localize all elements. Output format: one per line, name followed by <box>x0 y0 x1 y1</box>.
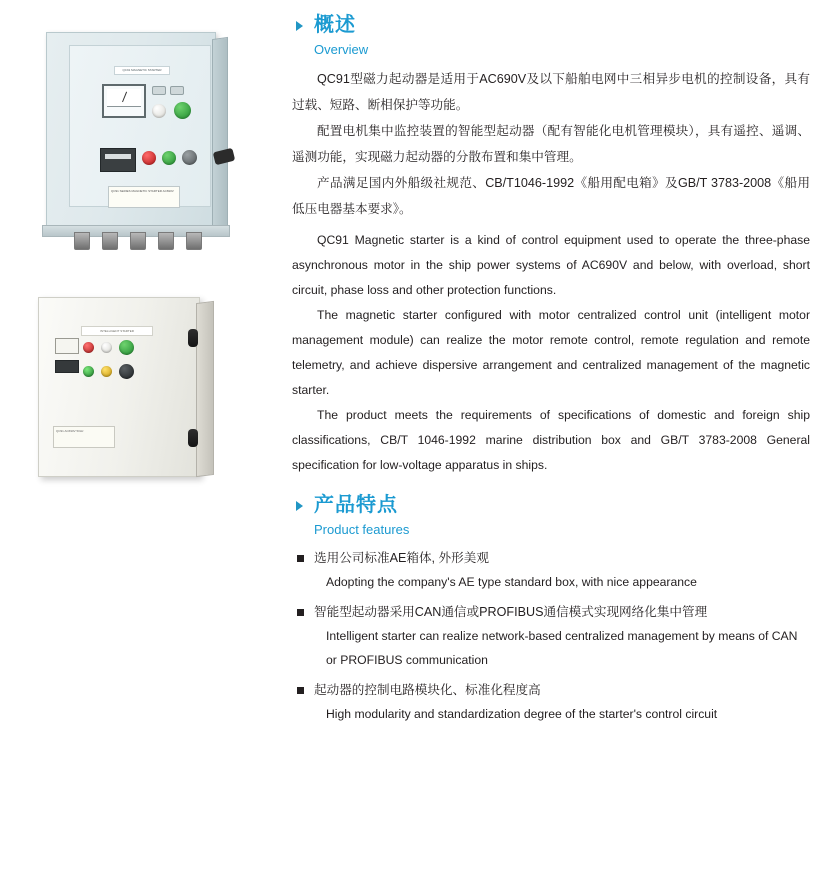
feature-label-cn <box>292 678 810 702</box>
overview-paragraph-cn-2: 配置电机集中监控装置的智能型起动器（配有智能化电机管理模块），具有遥控、遥调、遥测功能，实现磁力起动器的分散布置和集中管理。 <box>292 124 810 164</box>
cable-gland-1 <box>74 232 90 250</box>
indicator-white <box>101 342 112 353</box>
overview-paragraph-en-1: QC91 Magnetic starter is a kind of control equipment used to operate the three-phase asynchronous motor in the ship power systems of AC690V and below, with overload, short circuit, phase loss and other protection functions. <box>292 233 810 297</box>
display-module <box>55 338 79 354</box>
overview-title-cn: 概述 <box>314 14 356 36</box>
cabinet-top-label: QC91 MAGNETIC STARTER <box>114 66 170 75</box>
push-button-green <box>174 102 191 119</box>
terminal-block <box>100 148 136 172</box>
feature-text-cn: 智能型起动器采用CAN通信或PROFIBUS通信模式实现网络化集中管理 <box>314 605 708 619</box>
section-product-features <box>292 492 810 726</box>
overview-paragraph-cn-1: QC91型磁力起动器是适用于AC690V及以下船舶电网中三相异步电机的控制设备，具有过载、短路、断相保护等功能。 <box>292 72 810 112</box>
cabinet-door-panel <box>69 45 211 207</box>
overview-paragraph-en-3: The product meets the requirements of specifications of domestic and foreign ship classifications, CB/T 1046-1992 marine distribution box and GB/T 3783-2008 General specification for low-voltage apparatus in ships. <box>292 408 810 472</box>
features-heading <box>292 492 810 518</box>
push-button-green-3 <box>119 340 134 355</box>
features-title-en: Product features <box>314 522 410 537</box>
indicator-yellow <box>101 366 112 377</box>
white-cabinet-panel <box>55 326 163 420</box>
overview-paragraph-cn-3: 产品满足国内外船级社规范、CB/T1046-1992《船用配电箱》及GB/T 3783-2008《船用低压电器基本要求》。 <box>292 176 810 216</box>
push-button-green-2 <box>162 151 176 165</box>
cable-gland-4 <box>158 232 174 250</box>
cabinet-front-face <box>46 32 216 229</box>
feature-label-cn <box>292 546 810 570</box>
overview-heading <box>292 12 810 38</box>
white-cabinet-side <box>196 301 214 477</box>
feature-item <box>292 600 810 672</box>
overview-paragraph-en-2: The magnetic starter configured with motor centralized control unit (intelligent motor management module) can realize the motor remote control, remote regulation and remote telemetry, and achieve dispersive arrangement and centralized management of the magnetic starter. <box>292 308 810 397</box>
analog-ammeter <box>102 84 146 118</box>
cable-gland-2 <box>102 232 118 250</box>
feature-label-cn <box>292 600 810 624</box>
square-bullet-icon <box>297 609 304 616</box>
cable-gland-3 <box>130 232 146 250</box>
white-cabinet-front <box>38 297 200 477</box>
overview-title-en: Overview <box>314 42 369 57</box>
section-overview <box>292 12 810 478</box>
selector-switch-2 <box>170 86 184 95</box>
cabinet-nameplate: QC91 SERIES MAGNETIC STARTER AC690V <box>108 186 180 208</box>
indicator-red <box>83 342 94 353</box>
product-photo-blue-cabinet <box>36 32 232 247</box>
feature-text-en: Adopting the company's AE type standard box, with nice appearance <box>326 575 697 589</box>
feature-item <box>292 678 810 726</box>
push-button-black <box>119 364 134 379</box>
cabinet-side-face <box>212 37 228 229</box>
indicator-green <box>83 366 94 377</box>
terminal-slot <box>105 154 131 159</box>
door-latch-bottom <box>188 429 198 447</box>
product-photo-white-cabinet <box>38 297 228 492</box>
push-button-red <box>142 151 156 165</box>
square-bullet-icon <box>297 687 304 694</box>
features-title-cn: 产品特点 <box>314 494 398 516</box>
feature-text-cn: 起动器的控制电路模块化、标准化程度高 <box>314 683 541 697</box>
digital-display-module <box>55 360 79 373</box>
text-content-column <box>292 0 814 869</box>
white-cabinet-top-label: INTELLIGENT STARTER <box>81 326 153 336</box>
product-images-column <box>0 0 290 869</box>
door-latch-top <box>188 329 198 347</box>
feature-text-cn: 选用公司标准AE箱体, 外形美观 <box>314 551 489 565</box>
white-cabinet-nameplate: QC91 AC690V 50Hz <box>53 426 115 448</box>
feature-item <box>292 546 810 594</box>
feature-text-en: High modularity and standardization degree of the starter's control circuit <box>326 707 718 721</box>
triangle-bullet-icon <box>296 501 303 511</box>
triangle-bullet-icon <box>296 21 303 31</box>
feature-text-en: Intelligent starter can realize network-based centralized management by means of CAN or PROFIBUS communication <box>326 629 798 667</box>
push-button-grey <box>182 150 197 165</box>
cable-gland-5 <box>186 232 202 250</box>
push-button-white <box>152 104 166 118</box>
selector-switch-1 <box>152 86 166 95</box>
square-bullet-icon <box>297 555 304 562</box>
